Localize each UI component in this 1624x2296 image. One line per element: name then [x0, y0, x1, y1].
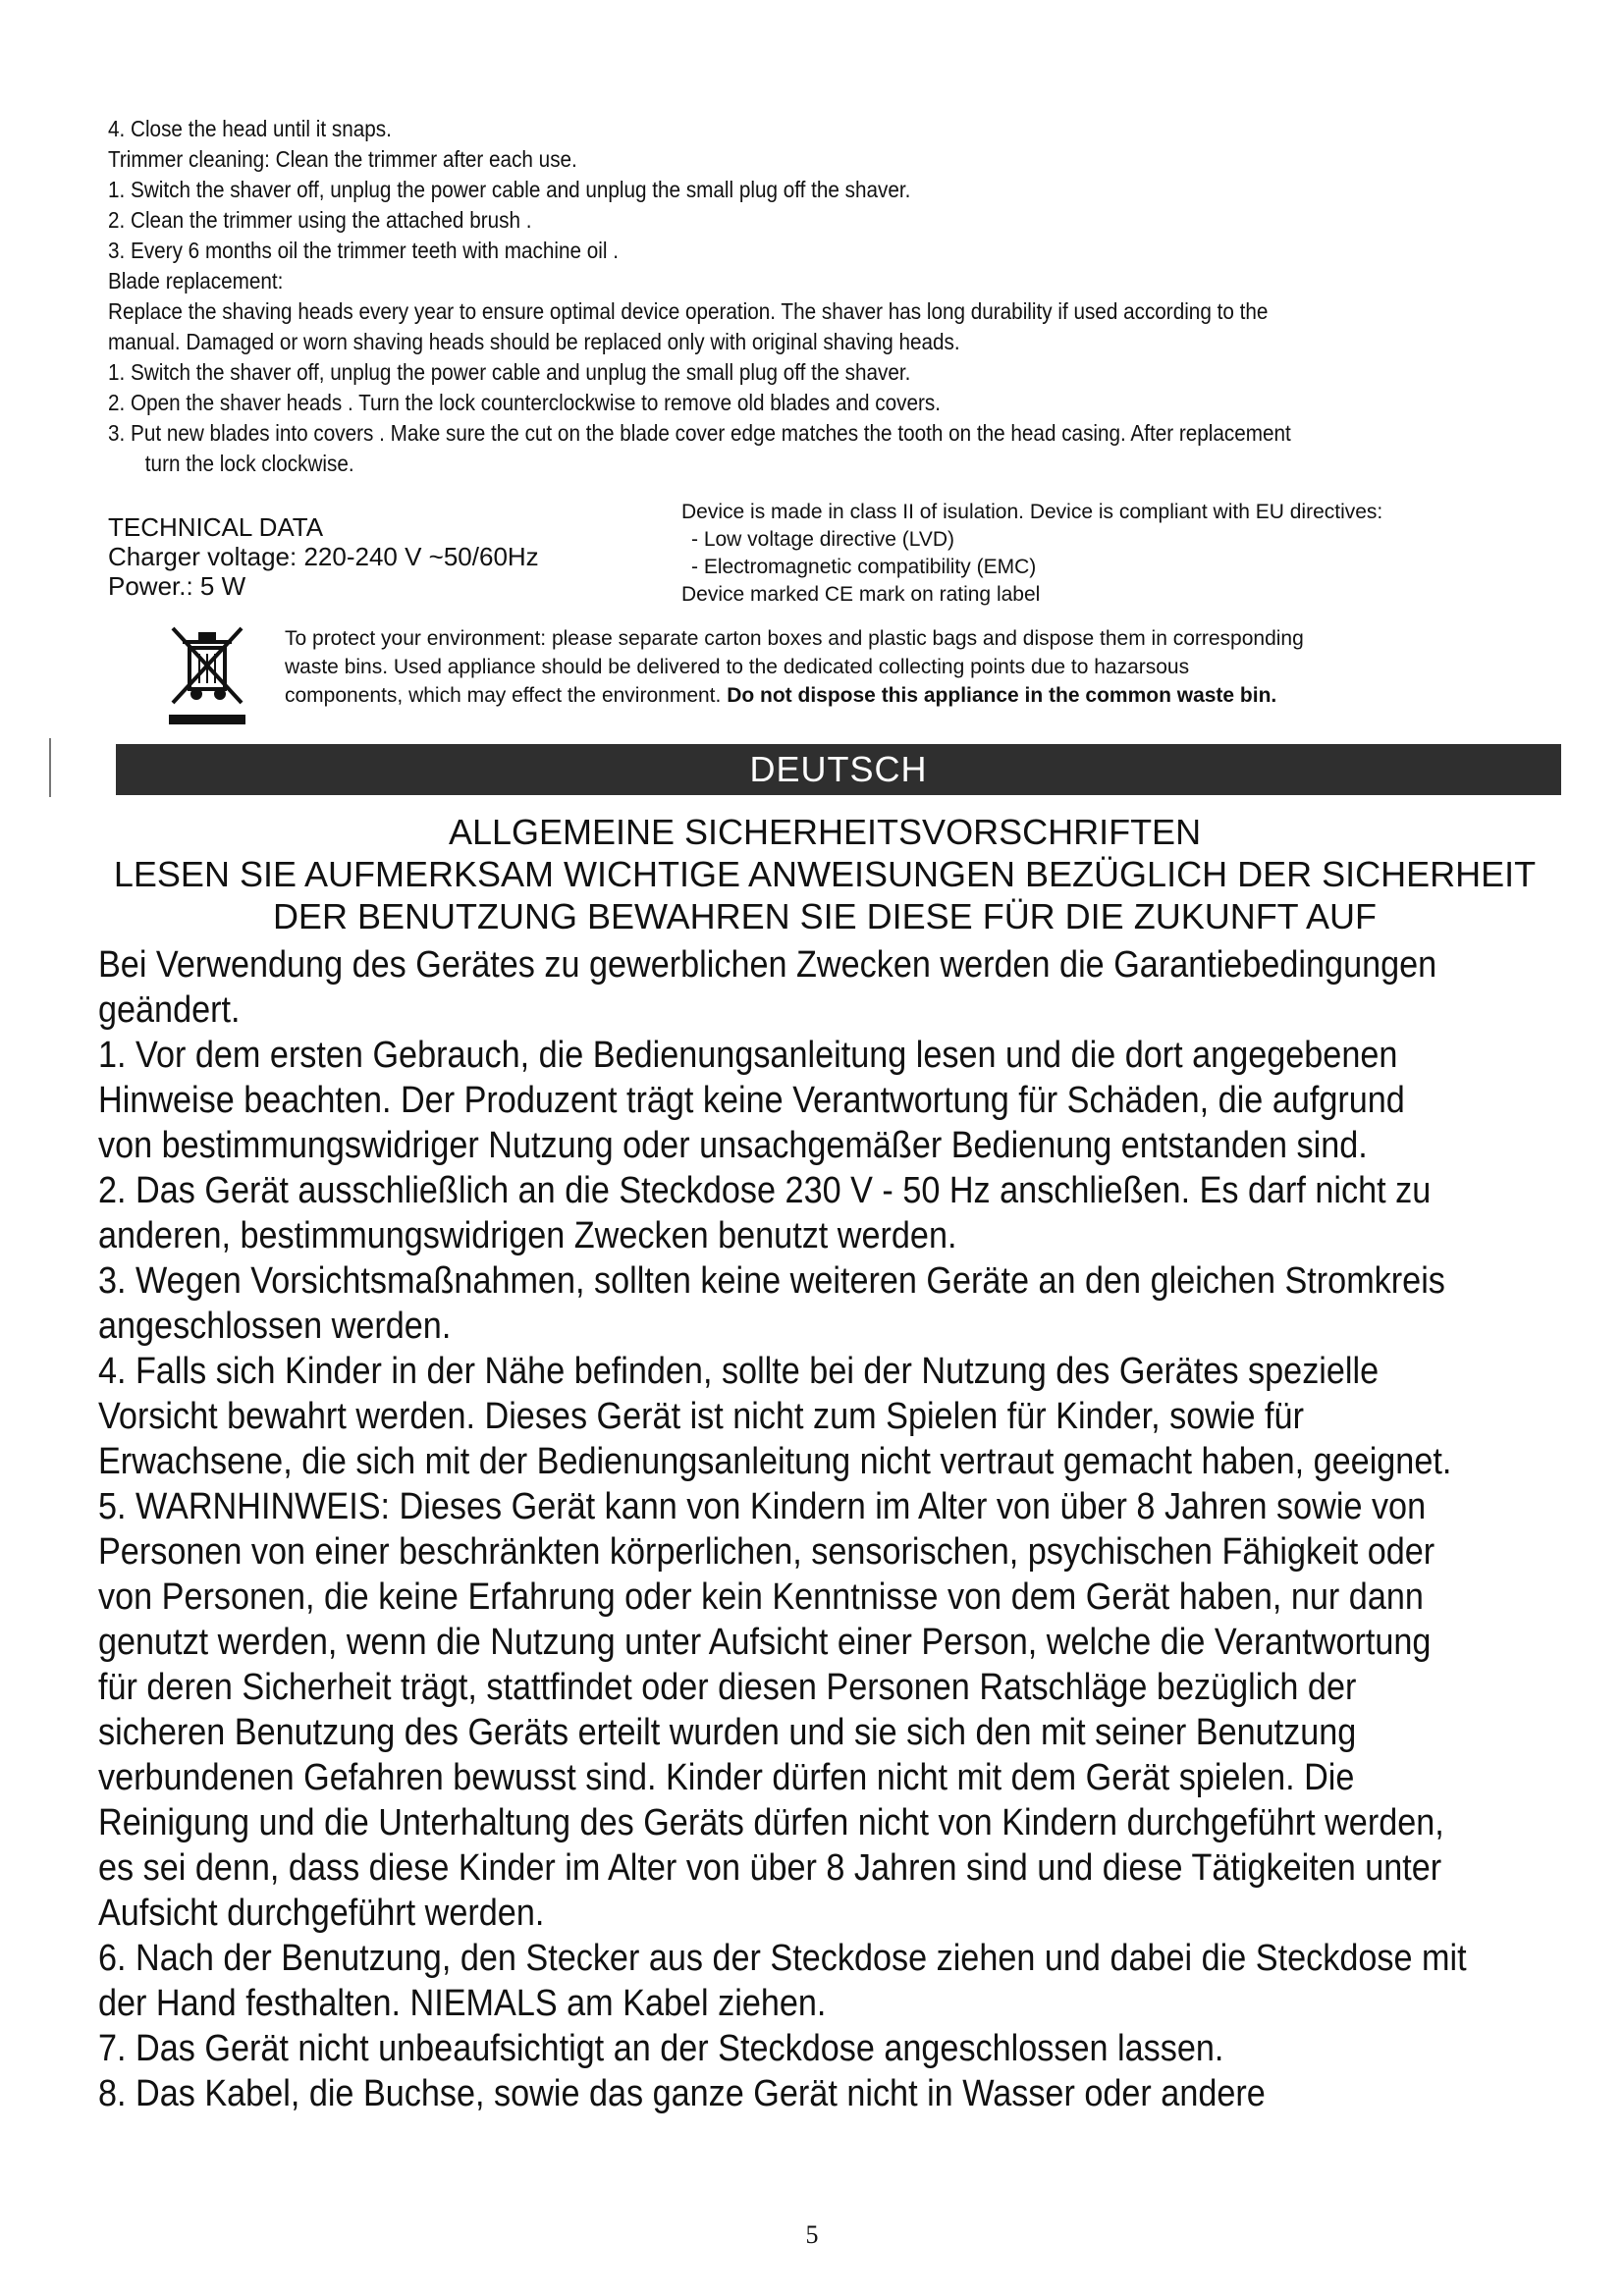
german-heading: ALLGEMEINE SICHERHEITSVORSCHRIFTEN	[448, 812, 1202, 852]
german-line: für deren Sicherheit trägt, stattfindet oder diesen Personen Ratschläge bezüglich der	[98, 1667, 1357, 1708]
power-rating: Power.: 5 W	[108, 571, 246, 601]
env-warning: Do not dispose this appliance in the common waste bin.	[727, 684, 1277, 707]
german-heading: DER BENUTZUNG BEWAHREN SIE DIESE FÜR DIE ZUKUNFT AUF	[272, 896, 1378, 936]
env-line	[285, 681, 1561, 710]
eng-line: Blade replacement:	[108, 268, 284, 294]
german-line: Vorsicht bewahrt werden. Dieses Gerät ist nicht zum Spielen für Kinder, sowie für	[98, 1396, 1304, 1437]
technical-title: TECHNICAL DATA	[108, 512, 324, 542]
german-line: geändert.	[98, 989, 241, 1031]
eng-line: manual. Damaged or worn shaving heads should be replaced only with original shaving heads.	[108, 329, 960, 354]
eng-line: 1. Switch the shaver off, unplug the power cable and unplug the small plug off the shaver.	[108, 359, 911, 385]
eng-line: 2. Open the shaver heads . Turn the lock counterclockwise to remove old blades and covers.	[108, 390, 942, 415]
eng-line: 3. Every 6 months oil the trimmer teeth with machine oil .	[108, 238, 620, 263]
german-line: 7. Das Gerät nicht unbeaufsichtigt an der Steckdose angeschlossen lassen.	[98, 2028, 1224, 2069]
page-number: 5	[805, 2220, 819, 2249]
english-instructions	[108, 114, 1389, 479]
env-line: waste bins. Used appliance should be delivered to the dedicated collecting points due to hazarsous	[285, 656, 1190, 678]
german-headings	[79, 811, 1571, 937]
eng-line: 1. Switch the shaver off, unplug the power cable and unplug the small plug off the shaver.	[108, 177, 911, 202]
charger-voltage: Charger voltage: 220-240 V ~50/60Hz	[108, 542, 539, 571]
technical-data	[108, 512, 539, 601]
german-line: 8. Das Kabel, die Buchse, sowie das ganze Gerät nicht in Wasser oder andere	[98, 2073, 1266, 2114]
german-line: 2. Das Gerät ausschließlich an die Steckdose 230 V - 50 Hz anschließen. Es darf nicht zu	[98, 1170, 1432, 1211]
german-line: 6. Nach der Benutzung, den Stecker aus der Steckdose ziehen und dabei die Steckdose mit	[98, 1938, 1467, 1979]
conformity-line: Device is made in class II of isulation. Device is compliant with EU directives:	[681, 501, 1383, 523]
german-line: Bei Verwendung des Gerätes zu gewerblichen Zwecken werden die Garantiebedingungen	[98, 944, 1437, 986]
german-line: von bestimmungswidriger Nutzung oder unsachgemäßer Bedienung entstanden sind.	[98, 1125, 1368, 1166]
german-safety-text	[98, 942, 1618, 2116]
german-line: der Hand festhalten. NIEMALS am Kabel ziehen.	[98, 1983, 827, 2024]
german-line: angeschlossen werden.	[98, 1306, 452, 1347]
environment-notice	[285, 624, 1561, 710]
german-line: Reinigung und die Unterhaltung des Geräts dürfen nicht von Kindern durchgeführt werden,	[98, 1802, 1444, 1843]
german-line: Personen von einer beschränkten körperlichen, sensorischen, psychischen Fähigkeit oder	[98, 1531, 1435, 1573]
crossed-bin-icon	[165, 620, 249, 728]
german-line: 5. WARNHINWEIS: Dieses Gerät kann von Kindern im Alter von über 8 Jahren sowie von	[98, 1486, 1427, 1527]
env-line: To protect your environment: please separate carton boxes and plastic bags and dispose them in corresponding	[285, 627, 1304, 650]
german-line: 1. Vor dem ersten Gebrauch, die Bedienungsanleitung lesen und die dort angegebenen	[98, 1035, 1398, 1076]
margin-mark	[49, 738, 51, 797]
env-text: components, which may effect the environment.	[285, 684, 722, 707]
german-line: 3. Wegen Vorsichtsmaßnahmen, sollten keine weiteren Geräte an den gleichen Stromkreis	[98, 1260, 1445, 1302]
german-line: 4. Falls sich Kinder in der Nähe befinden, sollte bei der Nutzung des Gerätes spezielle	[98, 1351, 1380, 1392]
german-line: von Personen, die keine Erfahrung oder kein Kenntnisse von dem Gerät haben, nur dann	[98, 1576, 1424, 1618]
german-line: Erwachsene, die sich mit der Bedienungsanleitung nicht vertraut gemacht haben, geeignet.	[98, 1441, 1452, 1482]
emc-line: - Electromagnetic compatibility (EMC)	[691, 556, 1037, 578]
section-title-band: DEUTSCH	[116, 744, 1561, 795]
german-line: verbundenen Gefahren bewusst sind. Kinder dürfen nicht mit dem Gerät spielen. Die	[98, 1757, 1355, 1798]
eng-line: Trimmer cleaning: Clean the trimmer after each use.	[108, 146, 577, 172]
german-heading: LESEN SIE AUFMERKSAM WICHTIGE ANWEISUNGEN BEZÜGLICH DER SICHERHEIT	[113, 854, 1537, 894]
eng-line: Replace the shaving heads every year to ensure optimal device operation. The shaver has long durability if used according to the	[108, 298, 1269, 324]
eng-line: turn the lock clockwise.	[144, 451, 354, 476]
conformity-info	[681, 499, 1382, 609]
german-line: anderen, bestimmungswidrigen Zwecken benutzt werden.	[98, 1215, 957, 1256]
eng-line: 3. Put new blades into covers . Make sure the cut on the blade cover edge matches the tooth on the head casing. After replacement	[108, 420, 1291, 446]
german-line: genutzt werden, wenn die Nutzung unter Aufsicht einer Person, welche die Verantwortung	[98, 1622, 1432, 1663]
eng-line: 4. Close the head until it snaps.	[108, 116, 392, 141]
german-line: Aufsicht durchgeführt werden.	[98, 1893, 545, 1934]
german-line: Hinweise beachten. Der Produzent trägt keine Verantwortung für Schäden, die aufgrund	[98, 1080, 1405, 1121]
eng-line: 2. Clean the trimmer using the attached brush .	[108, 207, 532, 233]
lvd-line: - Low voltage directive (LVD)	[691, 528, 955, 551]
german-line: sicheren Benutzung des Geräts erteilt wurden und sie sich den mit seiner Benutzung	[98, 1712, 1357, 1753]
german-line: es sei denn, dass diese Kinder im Alter von über 8 Jahren sind und diese Tätigkeiten unter	[98, 1847, 1442, 1889]
ce-line: Device marked CE mark on rating label	[681, 583, 1041, 606]
